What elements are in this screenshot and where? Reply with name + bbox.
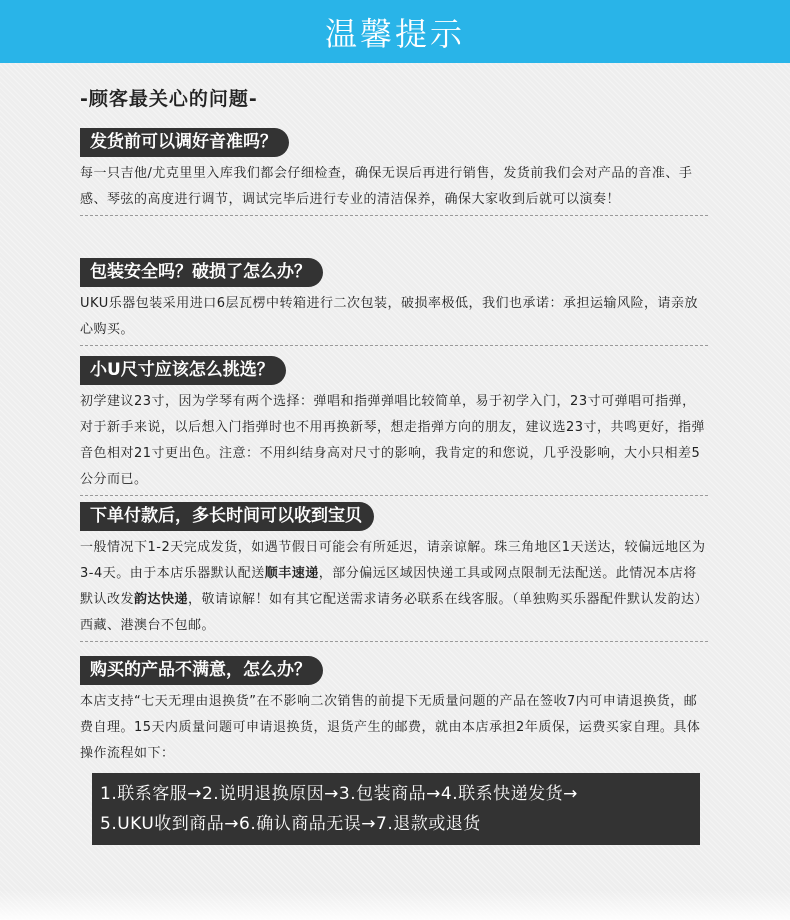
- process-line-1: 1.联系客服→2.说明退换原因→3.包装商品→4.联系快递发货→: [100, 784, 578, 804]
- answer-text: [80, 535, 708, 642]
- question-pill: 包装安全吗？破损了怎么办？: [80, 258, 323, 287]
- bottom-fade: [0, 890, 790, 920]
- qa-item-tuning: [80, 128, 708, 216]
- question-pill: 下单付款后，多长时间可以收到宝贝: [80, 502, 374, 531]
- question-pill: 小U尺寸应该怎么挑选？: [80, 356, 286, 385]
- answer-text-part: 一般情况下1-2天完成发货，如遇节假日可能会有所延迟，请亲谅解。珠三角地区1天送达，较偏远地区为3-4天。由于本店乐器默认配送: [80, 540, 706, 581]
- highlight-yunda-express: 韵达快递: [134, 592, 189, 607]
- answer-text-part: ，部分偏远区域因快递工具或网点限制无法配送。此情况本店将默认改发: [80, 566, 697, 607]
- answer-text-part: ，敬请谅解！如有其它配送需求请务必联系在线客服。（单独购买乐器配件默认发韵达）西藏、港澳台不包邮。: [80, 592, 702, 633]
- qa-item-size: [80, 356, 708, 496]
- header-banner: [0, 0, 790, 63]
- answer-text: UKU乐器包装采用进口6层瓦楞中转箱进行二次包装，破损率极低，我们也承诺：承担运输风险，请亲放心购买。: [80, 291, 708, 346]
- answer-text: 初学建议23寸，因为学琴有两个选择：弹唱和指弹弹唱比较简单，易于初学入门，23寸可弹唱可指弹，对于新手来说，以后想入门指弹时也不用再换新琴，想走指弹方向的朋友，建议选23寸，共鸣更好，指弹音色相对21寸更出色。注意：不用纠结身高对尺寸的影响，我肯定的和您说，几乎没影响，大小只相差5公分而已。: [80, 389, 708, 496]
- answer-text: 每一只吉他/尤克里里入库我们都会仔细检查，确保无误后再进行销售，发货前我们会对产品的音准、手感、琴弦的高度进行调节，调试完毕后进行专业的清洁保养，确保大家收到后就可以演奏！: [80, 161, 708, 216]
- answer-text: 本店支持“七天无理由退换货”在不影响二次销售的前提下无质量问题的产品在签收7内可申请退换货，邮费自理。15天内质量问题可申请退换货，退货产生的邮费，就由本店承担2年质保，运费买家自理。具体操作流程如下：: [80, 694, 701, 761]
- question-pill: 发货前可以调好音准吗？: [80, 128, 289, 157]
- return-process-box: [92, 773, 700, 845]
- highlight-sf-express: 顺丰速递: [264, 566, 319, 581]
- question-pill: 购买的产品不满意，怎么办？: [80, 656, 323, 685]
- qa-item-packaging: [80, 258, 708, 346]
- process-line-2: 5.UKU收到商品→6.确认商品无误→7.退款或退货: [100, 814, 481, 834]
- qa-item-delivery: [80, 502, 708, 642]
- qa-item-returns: [80, 656, 708, 769]
- banner-title: 温馨提示: [324, 14, 465, 53]
- section-heading: -顾客最关心的问题-: [80, 88, 258, 110]
